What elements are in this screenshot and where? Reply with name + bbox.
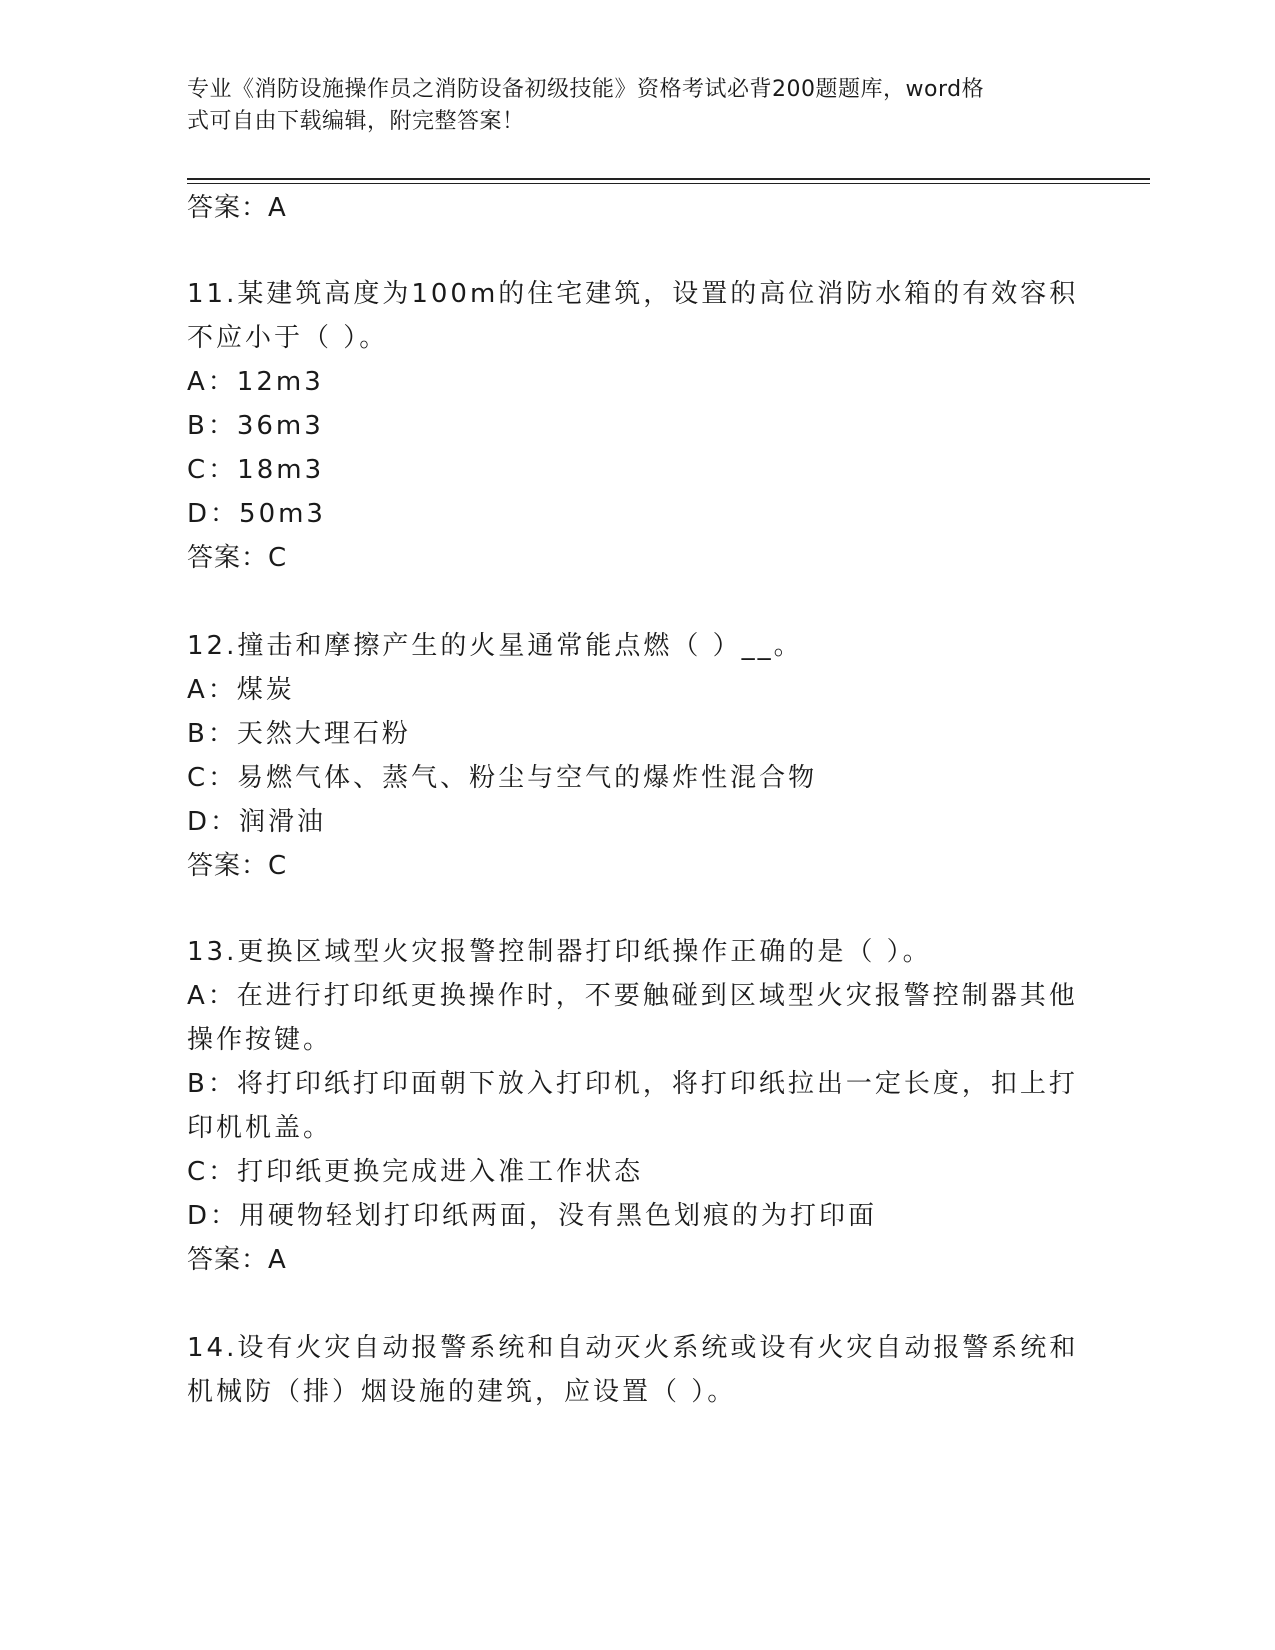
question-13-option-d: D：用硬物轻划打印纸两面，没有黑色划痕的为打印面 (187, 1201, 878, 1231)
question-11-option-d: D：50m3 (187, 499, 326, 529)
header-line-1: 专业《消防设施操作员之消防设备初级技能》资格考试必背200题题库，word格 (187, 77, 985, 102)
question-11-stem-line-1: 11.某建筑高度为100m的住宅建筑，设置的高位消防水箱的有效容积 (187, 279, 1079, 309)
question-12-answer: 答案：C (187, 851, 288, 881)
question-13-option-b-line-2: 印机机盖。 (187, 1113, 333, 1143)
question-12-stem: 12.撞击和摩擦产生的火星通常能点燃（ ）__。 (187, 631, 803, 661)
question-14-stem-line-2: 机械防（排）烟设施的建筑，应设置（ ）。 (187, 1377, 737, 1407)
question-13-stem: 13.更换区域型火灾报警控制器打印纸操作正确的是（ ）。 (187, 937, 932, 967)
header-divider-thick (187, 178, 1150, 180)
question-13-option-a-line-2: 操作按键。 (187, 1025, 333, 1055)
question-11-answer: 答案：C (187, 543, 288, 573)
question-11-stem-line-2: 不应小于（ ）。 (187, 323, 389, 353)
question-12-option-d: D：润滑油 (187, 807, 327, 837)
question-11-option-b: B：36m3 (187, 411, 324, 441)
question-12-option-a: A：煤炭 (187, 675, 295, 705)
previous-answer: 答案：A (187, 193, 287, 223)
question-13-option-b-line-1: B：将打印纸打印面朝下放入打印机，将打印纸拉出一定长度，扣上打 (187, 1069, 1078, 1099)
header-divider-thin (187, 183, 1150, 184)
document-header (187, 74, 1067, 138)
question-13-answer: 答案：A (187, 1245, 287, 1275)
question-13-option-a-line-1: A：在进行打印纸更换操作时，不要触碰到区域型火灾报警控制器其他 (187, 981, 1078, 1011)
question-12-option-b: B：天然大理石粉 (187, 719, 411, 749)
question-14-stem-line-1: 14.设有火灾自动报警系统和自动灭火系统或设有火灾自动报警系统和 (187, 1333, 1079, 1363)
question-11-option-c: C：18m3 (187, 455, 325, 485)
question-12-option-c: C：易燃气体、蒸气、粉尘与空气的爆炸性混合物 (187, 763, 818, 793)
question-13-option-c: C：打印纸更换完成进入准工作状态 (187, 1157, 644, 1187)
question-11-option-a: A：12m3 (187, 367, 324, 397)
header-line-2: 式可自由下载编辑，附完整答案！ (187, 109, 525, 134)
